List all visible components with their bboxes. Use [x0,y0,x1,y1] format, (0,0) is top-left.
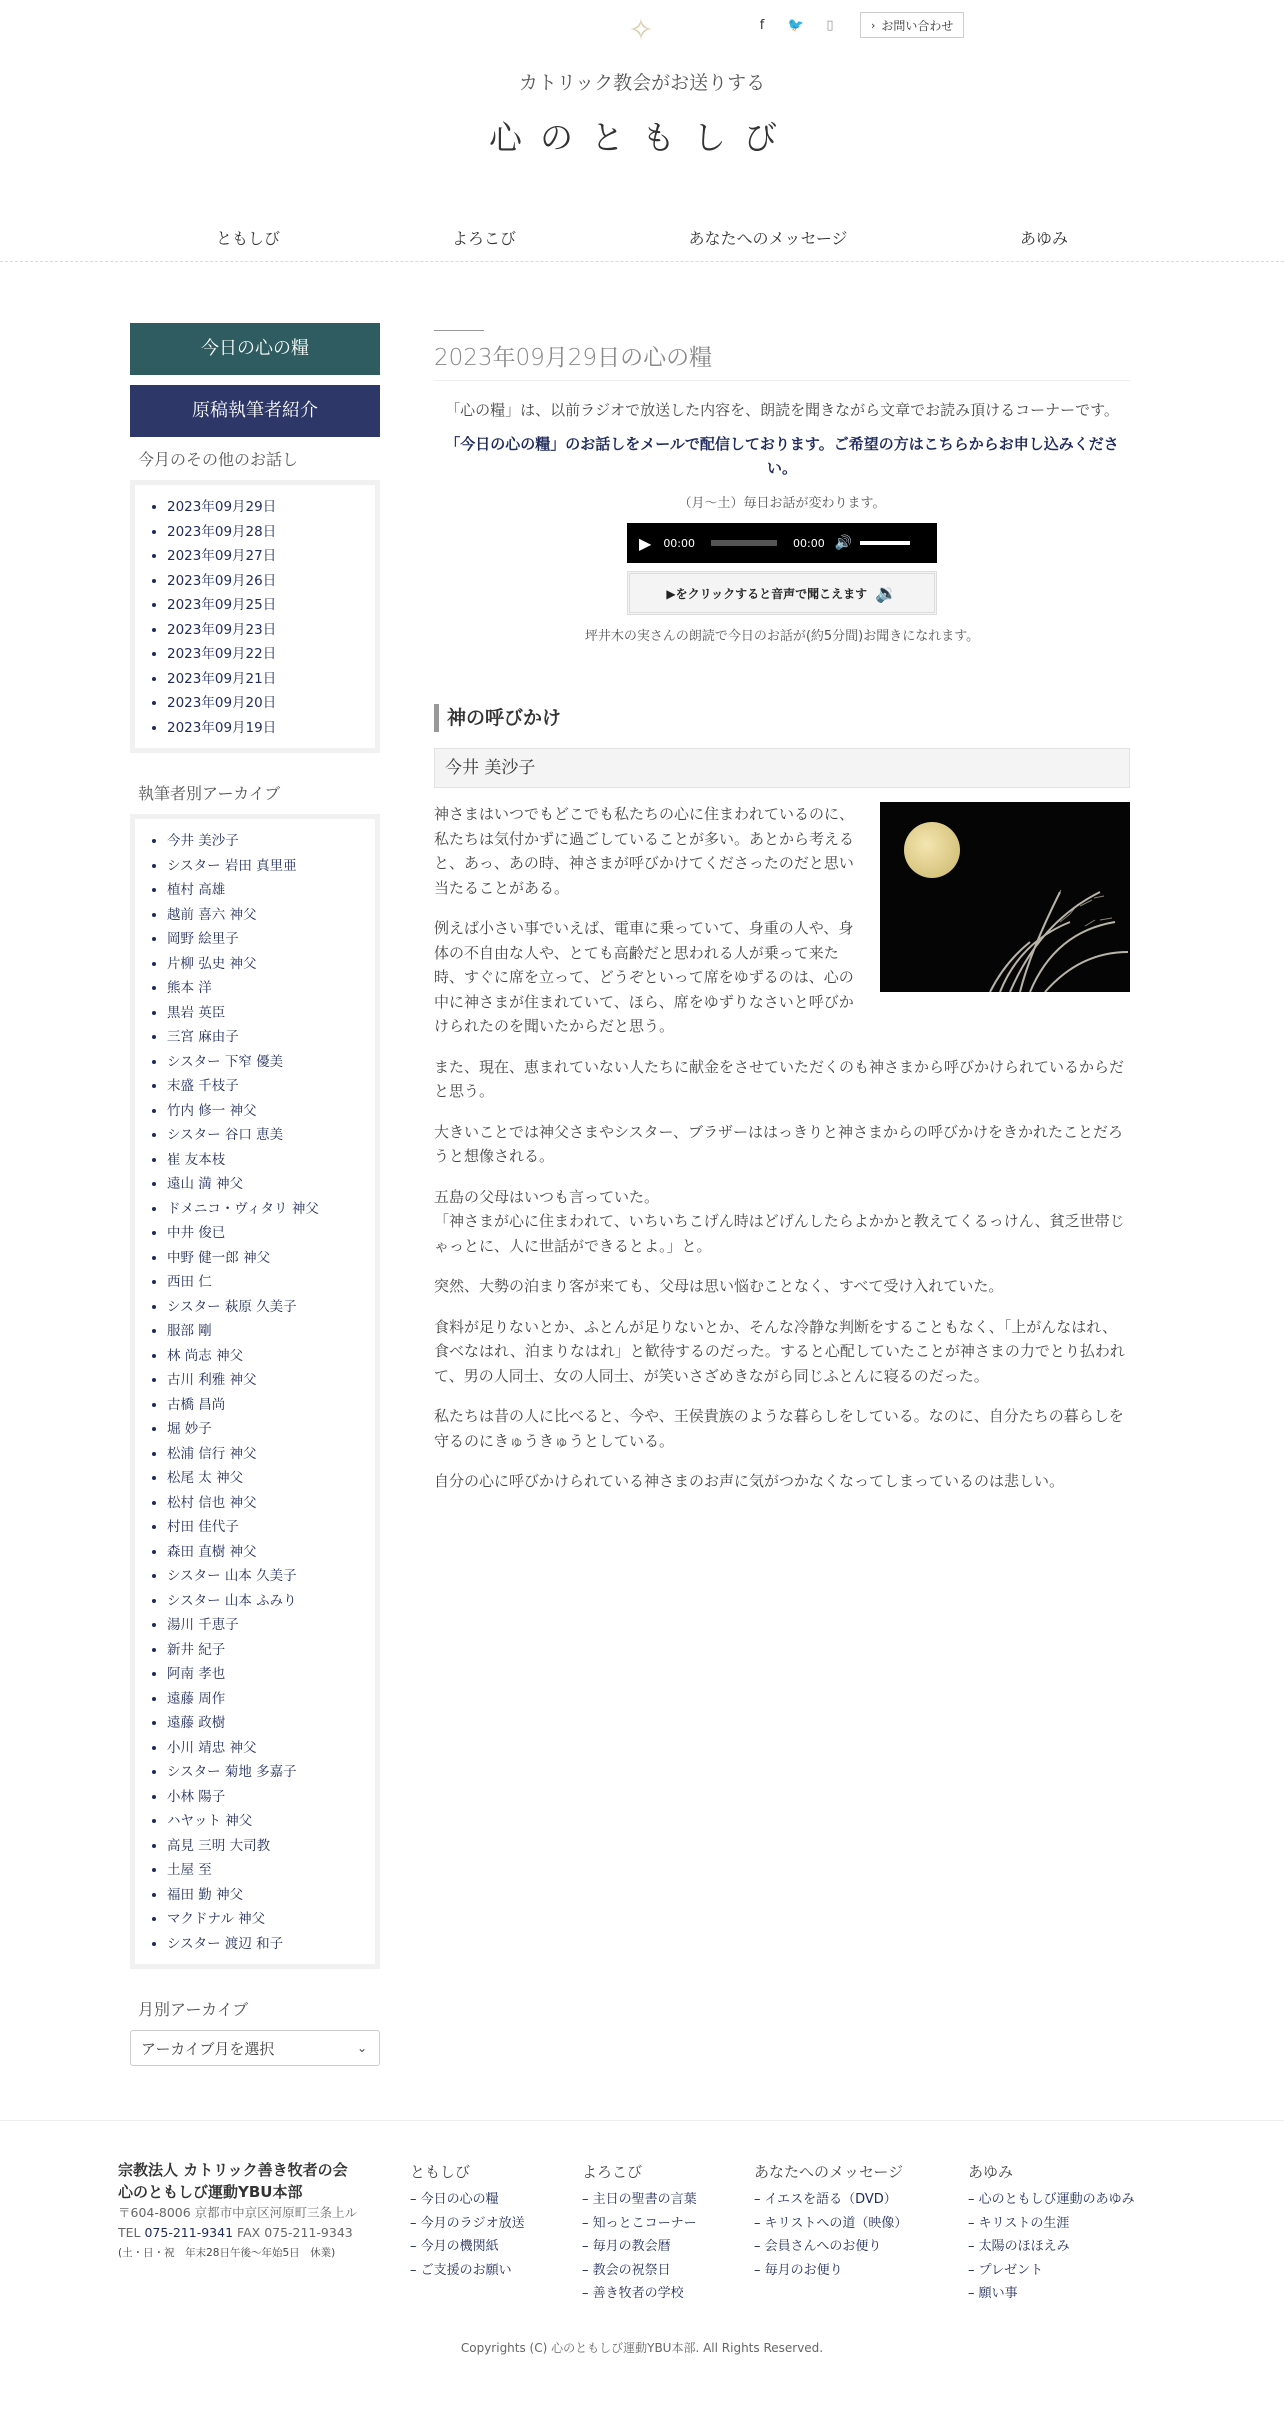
dash-bullet: – [582,2239,593,2254]
tel-number[interactable]: 075-211-9341 [144,2225,234,2240]
author-link[interactable]: • 熊本 洋 [167,976,365,1001]
footer-link-label: 教会の祝祭日 [592,2262,671,2278]
dash-bullet: – [968,2286,979,2301]
pampas-grass-shape [880,802,1130,992]
author-link[interactable]: • 岡野 絵里子 [167,927,365,952]
footer-link[interactable] [968,2188,1135,2212]
author-link[interactable]: • 松尾 太 神父 [167,1466,365,1491]
current-time: 00:00 [663,536,696,550]
author-link[interactable]: • シスター 山本 ふみり [167,1589,365,1614]
social-links [754,12,964,38]
nav-item-ayumi[interactable]: あゆみ [1019,229,1069,248]
other-story-link[interactable]: • 2023年09月21日 [167,667,365,692]
author-link[interactable]: • 遠藤 政樹 [167,1711,365,1736]
other-story-link[interactable]: • 2023年09月23日 [167,618,365,643]
footer-link-label: ご支援のお願い [420,2262,512,2278]
footer-link[interactable] [582,2282,697,2306]
author-link[interactable]: • 古橋 昌尚 [167,1393,365,1418]
author-link[interactable]: • 村田 佳代子 [167,1515,365,1540]
footer-link-label: 願い事 [978,2286,1018,2301]
other-stories-list [130,480,380,753]
dash-bullet: – [582,2192,593,2207]
star-logo-icon: ✧ [628,13,654,48]
volume-icon[interactable]: 🔊 [834,535,853,551]
tagline: カトリック教会がお送りする [518,72,766,94]
author-link[interactable]: • 遠山 満 神父 [167,1172,365,1197]
title-rule [434,330,484,331]
footer-link-label: 今月のラジオ放送 [420,2215,525,2231]
author-name: 今井 美沙子 [434,748,1130,788]
org-subname: 心のともしび運動YBU本部 [118,2183,303,2201]
contact-label: お問い合わせ [881,18,954,33]
author-link[interactable]: • 遠藤 周作 [167,1687,365,1712]
paragraph: 食料が足りないとか、ふとんが足りないとか、そんな冷静な判断をすることもなく、「上がんなはれ、食べなはれ、泊まりなはれ」と歓待するのだった。すると心配していたことが神さまの力でとり払われて、男の人同士、女の人同士、が笑いさざめきながら同じふとんに寝るのだった。 [434,1317,1125,1385]
footer-column [968,2161,1135,2306]
author-link[interactable]: • 三宮 麻由子 [167,1025,365,1050]
month-archive-select[interactable] [130,2030,380,2066]
paragraph: 五島の父母はいつも言っていた。 「神さまが心に住まわれて、いちいちこげん時はどげんしたらよかかと教えてくるっけん、貧乏世帯じゃっとに、人に世話ができるとよ。」と。 [434,1187,1125,1255]
paragraph: 大きいことでは神父さまやシスター、ブラザーははっきりと神さまからの呼びかけをきかれたことだろうと想像される。 [434,1122,1123,1165]
footer-link-label: 太陽のほほえみ [978,2239,1070,2254]
other-stories-heading: 今月のその他のお話し [138,450,299,469]
footer-link[interactable] [410,2259,525,2283]
sidebar [130,323,380,2066]
footer-link[interactable] [582,2188,697,2212]
site-title[interactable]: 心のともしび [489,118,795,157]
footer-link[interactable] [582,2235,697,2259]
mail-signup-link[interactable]: 「今日の心の糧」のお話しをメールで配信しております。ご希望の方はこちらからお申し込みください。 [445,435,1119,477]
author-link[interactable]: • 新井 紀子 [167,1638,365,1663]
footer-link[interactable] [410,2235,525,2259]
site-header [0,0,1284,265]
author-link[interactable]: • シスター 岩田 真里亜 [167,854,365,879]
footer-link-label: 毎月のお便り [764,2262,843,2278]
author-link[interactable]: • 中井 俊已 [167,1221,365,1246]
dash-bullet: – [582,2215,593,2231]
facebook-icon[interactable]: f [759,17,765,33]
paragraph: 突然、大勢の泊まり客が来ても、父母は思い悩むことなく、すべて受け入れていた。 [434,1277,1004,1295]
audio-player [627,523,937,563]
intro-text: 「心の糧」は、以前ラジオで放送した内容を、朗読を聞きながら文章でお読み頂けるコーナーです。 [445,401,1119,419]
progress-bar[interactable] [711,540,777,546]
author-link[interactable]: • 松村 信也 神父 [167,1491,365,1516]
author-link[interactable]: • ドメニコ・ヴィタリ 神父 [167,1197,365,1222]
other-story-link[interactable]: • 2023年09月29日 [167,495,365,520]
dash-bullet: – [968,2239,979,2254]
dash-bullet: – [410,2262,421,2278]
paragraph: 自分の心に呼びかけられている神さまのお声に気がつかなくなってしまっているのは悲しい。 [434,1472,1065,1490]
footer-column [754,2161,907,2282]
footer-link[interactable] [582,2212,697,2236]
copyright: Copyrights (C) 心のともしび運動YBU本部. All Rights Reserved. [460,2341,824,2355]
author-link[interactable]: • 阿南 孝也 [167,1662,365,1687]
article-body [434,802,1130,1494]
author-link[interactable]: • ハヤット 神父 [167,1809,365,1834]
author-link[interactable]: • マクドナル 神父 [167,1907,365,1932]
org-name: 宗教法人 カトリック善き牧者の会 [118,2161,348,2179]
play-icon[interactable]: ▶ [639,533,652,553]
holiday-note: (土・日・祝 年末28日午後〜年始5日 休業) [118,2247,336,2259]
footer-link-label: 主日の聖書の言葉 [592,2192,697,2207]
main-content [434,330,1130,1510]
dash-bullet: – [968,2215,979,2231]
footer-link-label: キリストの生涯 [978,2215,1070,2231]
footer-link[interactable] [968,2282,1135,2306]
other-story-link[interactable]: • 2023年09月19日 [167,716,365,741]
footer-link-label: 今日の心の糧 [420,2192,499,2207]
dash-bullet: – [968,2192,979,2207]
author-link[interactable]: • 崔 友本枝 [167,1148,365,1173]
dash-bullet: – [582,2262,593,2278]
author-link[interactable]: • 越前 喜六 神父 [167,903,365,928]
footer-link-label: イエスを語る（DVD） [764,2192,897,2207]
footer-link[interactable] [410,2188,525,2212]
author-link[interactable]: • 植村 高雄 [167,878,365,903]
author-link[interactable]: • 今井 美沙子 [167,829,365,854]
author-archive-heading: 執筆者別アーカイブ [138,784,281,803]
author-link[interactable]: • 高見 三明 大司教 [167,1834,365,1859]
click-to-listen-banner [627,571,937,615]
dash-bullet: – [754,2262,765,2278]
author-link[interactable]: • シスター 下窄 優美 [167,1050,365,1075]
paragraph: 私たちは昔の人に比べると、今や、王侯貴族のような暮らしをしている。なのに、自分たちの暮らしを守るのにきゅうきゅうとしている。 [434,1407,1124,1450]
footer-link-label: キリストへの道（映像） [764,2215,908,2231]
author-link[interactable]: • 松浦 信行 神父 [167,1442,365,1467]
author-link[interactable]: • 片柳 弘史 神父 [167,952,365,977]
footer-column-title[interactable]: よろこび [582,2163,643,2181]
footer-link-label: 知っとこコーナー [592,2215,697,2231]
footer-link[interactable] [968,2212,1135,2236]
fax-number: 075-211-9343 [264,2225,353,2240]
author-link[interactable]: • 黒岩 英臣 [167,1001,365,1026]
author-link[interactable]: • シスター 山本 久美子 [167,1564,365,1589]
author-link[interactable]: • 森田 直樹 神父 [167,1540,365,1565]
author-link[interactable]: • 小林 陽子 [167,1785,365,1810]
other-story-link[interactable]: • 2023年09月27日 [167,544,365,569]
dash-bullet: – [754,2239,765,2254]
footer-column [410,2161,525,2282]
tel-label: TEL [118,2225,141,2240]
contact-button[interactable] [860,12,964,38]
author-link[interactable]: • シスター 谷口 恵美 [167,1123,365,1148]
footer-link[interactable] [754,2259,907,2283]
author-link[interactable]: • 湯川 千恵子 [167,1613,365,1638]
click-to-listen-label: ▶をクリックすると音声で聞こえます [666,586,868,601]
footer-link[interactable] [754,2212,907,2236]
section-title: 神の呼びかけ [434,704,1130,732]
other-story-link[interactable]: • 2023年09月25日 [167,593,365,618]
duration: 00:00 [793,536,825,550]
author-link[interactable]: • 服部 剛 [167,1319,365,1344]
footer-link[interactable] [968,2235,1135,2259]
other-story-link[interactable]: • 2023年09月26日 [167,569,365,594]
other-story-link[interactable]: • 2023年09月28日 [167,520,365,545]
moon-pampas-image [880,802,1130,992]
footer-link[interactable] [754,2235,907,2259]
author-link[interactable]: • 西田 仁 [167,1270,365,1295]
author-link[interactable]: • 福田 勤 神父 [167,1883,365,1908]
footer-org [118,2159,388,2263]
footer-link-label: 心のともしび運動のあゆみ [978,2192,1135,2207]
footer-link-label: 会員さんへのお便り [764,2239,882,2254]
author-link[interactable]: • 竹内 修一 神父 [167,1099,365,1124]
dash-bullet: – [754,2215,765,2231]
footer-link-label: 毎月の教会暦 [592,2239,671,2254]
site-footer [0,2120,1284,2419]
nav-item-message[interactable]: あなたへのメッセージ [688,229,848,248]
footer-link-label: プレゼント [978,2262,1044,2278]
author-link[interactable]: • 小川 靖忠 神父 [167,1736,365,1761]
footer-link-label: 善き牧者の学校 [592,2286,684,2301]
chevron-right-icon: › [871,18,876,32]
footer-link[interactable] [754,2188,907,2212]
footer-column-title[interactable]: あゆみ [968,2163,1014,2181]
global-nav [0,218,1284,262]
footer-link-label: 今月の機関紙 [420,2239,499,2254]
phone-line [118,2223,388,2243]
footer-column-title[interactable]: ともしび [410,2163,471,2181]
author-link[interactable]: • シスター 渡辺 和子 [167,1932,365,1957]
dash-bullet: – [968,2262,979,2278]
paragraph: 神さまはいつでもどこでも私たちの心に住まわれているのに、私たちは気付かずに過ごしていることが多い。あとから考えると、あっ、あの時、神さまが呼びかけてくださったのだと思い当たることがある。 [434,805,855,897]
nav-item-tomoshibi[interactable]: ともしび [215,229,281,248]
other-story-link[interactable]: • 2023年09月20日 [167,691,365,716]
chevron-down-icon: ⌄ [356,2041,367,2055]
other-story-link[interactable]: • 2023年09月22日 [167,642,365,667]
author-link[interactable]: • シスター 萩原 久美子 [167,1295,365,1320]
author-link[interactable]: • 林 尚志 神父 [167,1344,365,1369]
daily-note: （月〜土）毎日お話が変わります。 [678,496,886,511]
today-button[interactable]: 今日の心の糧 [130,323,380,375]
paragraph: 例えば小さい事でいえば、電車に乗っていて、身重の人や、身体の不自由な人や、とても高齢だと思われる人が乗って来た時、すぐに席を立って、どうぞといって席をゆずるのは、心の中に神さまが住まれていて、ほら、席をゆずりなさいと呼びかけられたのを聞いたからだと思う。 [434,919,854,1035]
author-archive-list [130,814,380,1969]
writers-button[interactable]: 原稿執筆者紹介 [130,385,380,437]
author-link[interactable]: • 古川 利雅 神父 [167,1368,365,1393]
fax-label: FAX [237,2225,261,2240]
speaker-icon: 🔉 [875,582,898,604]
month-select-value: アーカイブ月を選択 [141,2039,275,2058]
paragraph: また、現在、恵まれていない人たちに献金をさせていただくのも神さまから呼びかけられているからだと思う。 [434,1057,1125,1100]
dash-bullet: – [410,2192,421,2207]
author-link[interactable]: • 中野 健一郎 神父 [167,1246,365,1271]
footer-link[interactable] [968,2259,1135,2283]
dash-bullet: – [410,2239,421,2254]
author-link[interactable]: • 土屋 至 [167,1858,365,1883]
bookmark-icon[interactable]: ▯ [826,17,834,33]
page-title: 2023年09月29日の心の糧 [434,339,1130,381]
nav-item-yorokobi[interactable]: よろこび [451,229,517,248]
month-archive-heading: 月別アーカイブ [138,2000,249,2019]
dash-bullet: – [410,2215,421,2231]
dash-bullet: – [754,2192,765,2207]
footer-link[interactable] [582,2259,697,2283]
author-link[interactable]: • シスター 菊地 多嘉子 [167,1760,365,1785]
address: 〒604-8006 京都市中京区河原町三条上ル [118,2205,358,2220]
volume-slider[interactable] [860,541,910,545]
footer-link[interactable] [410,2212,525,2236]
footer-column [582,2161,697,2306]
dash-bullet: – [582,2286,593,2301]
author-link[interactable]: • 末盛 千枝子 [167,1074,365,1099]
footer-column-title[interactable]: あなたへのメッセージ [754,2163,904,2181]
twitter-icon[interactable]: 🐦 [787,17,805,33]
author-link[interactable]: • 堀 妙子 [167,1417,365,1442]
read-by-note: 坪井木の実さんの朗読で今日のお話が(約5分間)お聞きになれます。 [584,629,980,644]
